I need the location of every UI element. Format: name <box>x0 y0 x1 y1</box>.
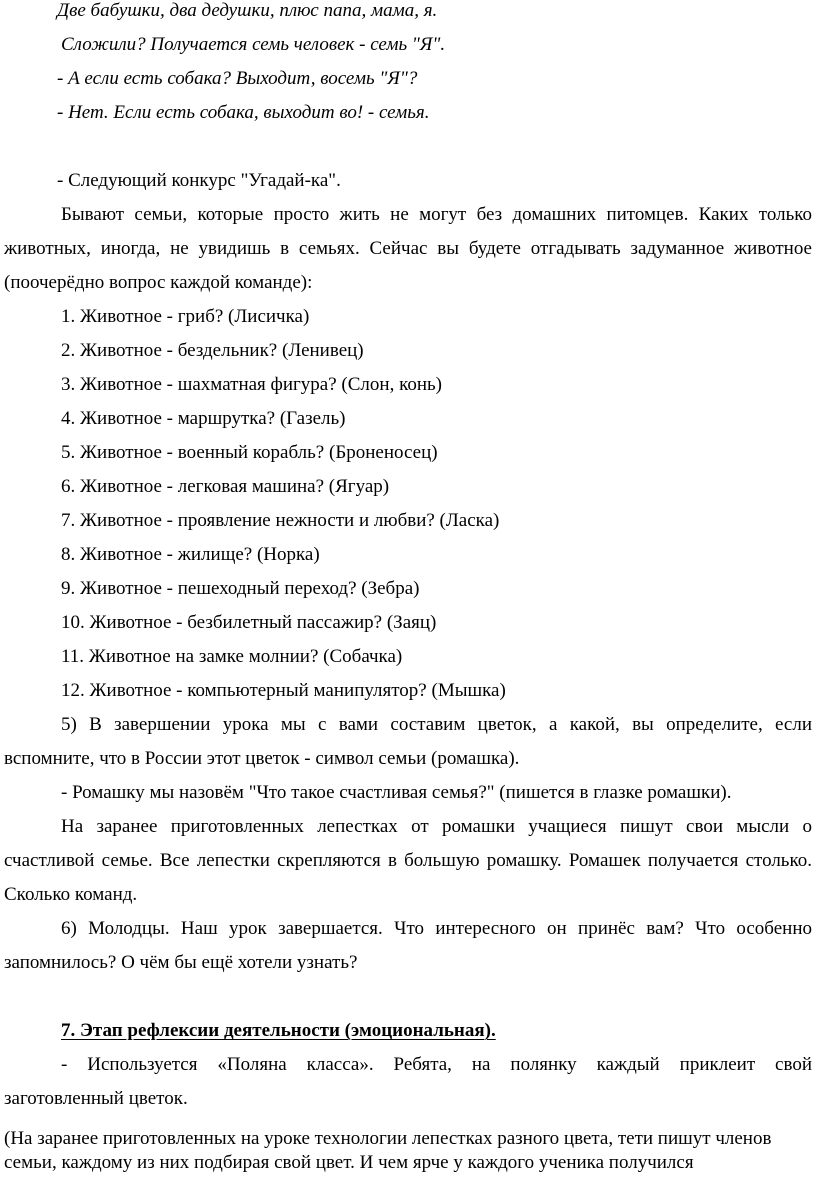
paragraph-line: вспомните, что в России этот цветок - символ семьи (ромашка). <box>4 748 520 769</box>
riddle-item: 7. Животное - проявление нежности и любви? (Ласка) <box>61 510 500 531</box>
riddle-item: 10. Животное - безбилетный пассажир? (Заяц) <box>61 612 437 633</box>
riddle-item: 4. Животное - маршрутка? (Газель) <box>61 408 346 429</box>
paragraph-line: - Ромашку мы назовём "Что такое счастливая семья?" (пишется в глазке ромашки). <box>61 782 732 803</box>
poem-line: Две бабушки, два дедушки, плюс папа, мама, я. <box>57 0 438 21</box>
paragraph-line: Сколько команд. <box>4 884 138 905</box>
paragraph-line: (На заранее приготовленных на уроке технологии лепестках разного цвета, тети пишут членов <box>4 1128 772 1149</box>
paragraph-line: запомнилось? О чём бы ещё хотели узнать? <box>4 952 358 973</box>
section-heading <box>0 1020 816 1042</box>
paragraph-line: Бывают семьи, которые просто жить не могут без домашних питомцев. Каких только <box>61 204 812 225</box>
riddle-item: 8. Животное - жилище? (Норка) <box>61 544 320 565</box>
section-heading-text: 7. Этап рефлексии деятельности (эмоциональная). <box>61 1020 496 1041</box>
poem-line: - Нет. Если есть собака, выходит во! - семья. <box>57 102 430 123</box>
paragraph-line: На заранее приготовленных лепестках от ромашки учащиеся пишут свои мысли о <box>61 816 812 837</box>
contest-intro: - Следующий конкурс "Угадай-ка". <box>57 170 341 191</box>
riddle-item: 2. Животное - бездельник? (Ленивец) <box>61 340 364 361</box>
paragraph-line: - Используется «Поляна класса». Ребята, на полянку каждый приклеит свой <box>61 1054 812 1075</box>
riddle-item: 1. Животное - гриб? (Лисичка) <box>61 306 310 327</box>
poem-line: - А если есть собака? Выходит, восемь "Я"? <box>57 68 418 89</box>
riddle-item: 6. Животное - легковая машина? (Ягуар) <box>61 476 390 497</box>
paragraph-line: 6) Молодцы. Наш урок завершается. Что интересного он принёс вам? Что особенно <box>61 918 812 939</box>
paragraph-line: счастливой семье. Все лепестки скрепляются в большую ромашку. Ромашек получается столько. <box>4 850 812 871</box>
paragraph-line: семьи, каждому из них подбирая свой цвет. И чем ярче у каждого ученика получился <box>4 1152 694 1173</box>
riddle-item: 9. Животное - пешеходный переход? (Зебра) <box>61 578 420 599</box>
riddle-item: 11. Животное на замке молнии? (Собачка) <box>61 646 403 667</box>
paragraph-line: заготовленный цветок. <box>4 1088 188 1109</box>
paragraph-line: (поочерёдно вопрос каждой команде): <box>4 272 313 293</box>
paragraph-line: животных, иногда, не увидишь в семьях. Сейчас вы будете отгадывать задуманное животное <box>4 238 812 259</box>
poem-line: Сложили? Получается семь человек - семь "Я". <box>61 34 446 55</box>
riddle-item: 3. Животное - шахматная фигура? (Слон, конь) <box>61 374 443 395</box>
paragraph-line: 5) В завершении урока мы с вами составим цветок, а какой, вы определите, если <box>61 714 812 735</box>
riddle-item: 12. Животное - компьютерный манипулятор? (Мышка) <box>61 680 506 701</box>
riddle-item: 5. Животное - военный корабль? (Броненосец) <box>61 442 438 463</box>
